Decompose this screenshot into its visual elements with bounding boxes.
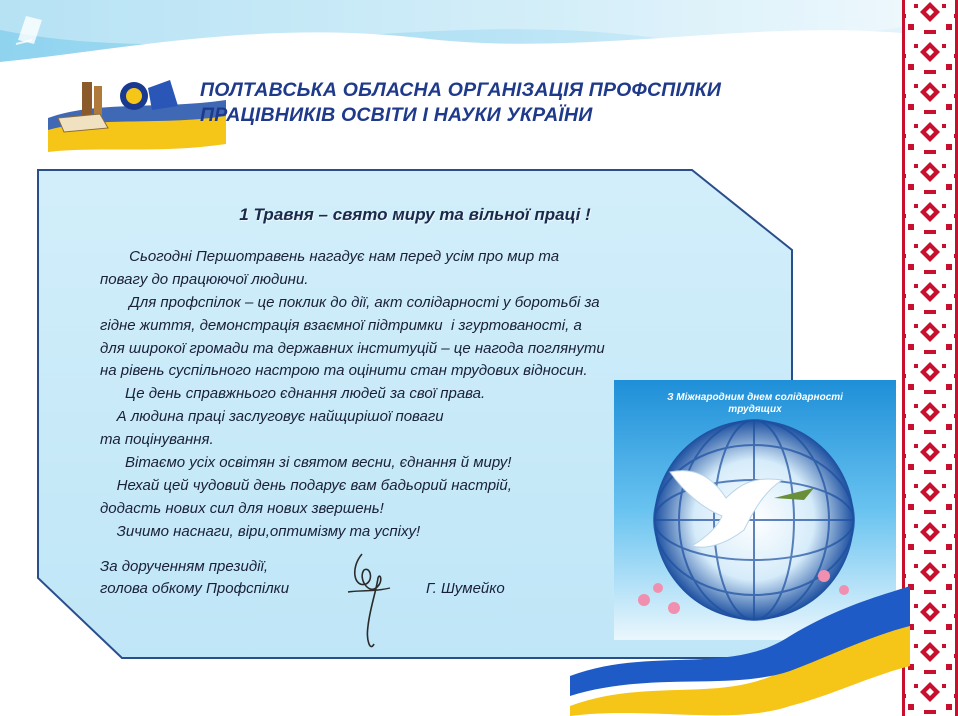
card-caption — [650, 392, 860, 416]
letter-line: повагу до працюючої людини. — [100, 270, 309, 288]
card-caption-line: трудящих — [728, 404, 782, 415]
letter-line: Це день справжнього єднання людей за свої права. — [100, 385, 486, 403]
signer-name: Г. Шумейко — [426, 580, 505, 597]
ukrainian-flag-ribbon — [570, 556, 910, 716]
title-line: ПРАЦІВНИКІВ ОСВІТИ І НАУКИ УКРАЇНИ — [200, 104, 593, 126]
top-wave-decoration — [0, 0, 958, 80]
letter-line: Нехай цей чудовий день подарує вам бадьорий настрій, — [100, 476, 512, 494]
greeting-headline: 1 Травня – свято миру та вільної праці ! — [239, 205, 591, 224]
title-line: ПОЛТАВСЬКА ОБЛАСНА ОРГАНІЗАЦІЯ ПРОФСПІЛКИ — [200, 79, 722, 101]
letter-line: Сьогодні Першотравень нагадує нам перед усім про мир та — [100, 248, 560, 265]
letter-line: Для профспілок – це поклик до дії, акт солідарності у боротьбі за — [100, 293, 600, 311]
card-caption-line: З Міжнародним днем солідарності — [667, 392, 843, 403]
letter-line: А людина праці заслуговує найщирішої поваги — [100, 408, 444, 426]
letter-body — [100, 246, 605, 544]
handwritten-signature — [340, 548, 400, 658]
letter-line: Вітаємо усіх освітян зі святом весни, єднання й миру! — [100, 454, 512, 472]
organization-title — [200, 78, 900, 128]
letter-line: для широкої громади та державних інституцій – це нагода поглянути — [100, 339, 605, 357]
letter-line: Зичимо наснаги, віри,оптимізму та успіху! — [100, 522, 421, 540]
closing-line: За дорученням президії, — [100, 558, 268, 575]
closing-line: голова обкому Профспілки — [100, 580, 290, 597]
closing-block — [100, 558, 290, 597]
letter-line: гідне життя, демонстрація взаємної підтримки і згуртованості, а — [100, 316, 582, 334]
book-icon — [12, 10, 48, 50]
letter-line: додасть нових сил для нових звершень! — [100, 499, 384, 517]
letter-line: на рівень суспільного настрою та оцінити стан трудових відносин. — [100, 362, 588, 380]
embroidery-ornament — [902, 0, 958, 716]
letter-line: та поцінування. — [100, 431, 214, 449]
